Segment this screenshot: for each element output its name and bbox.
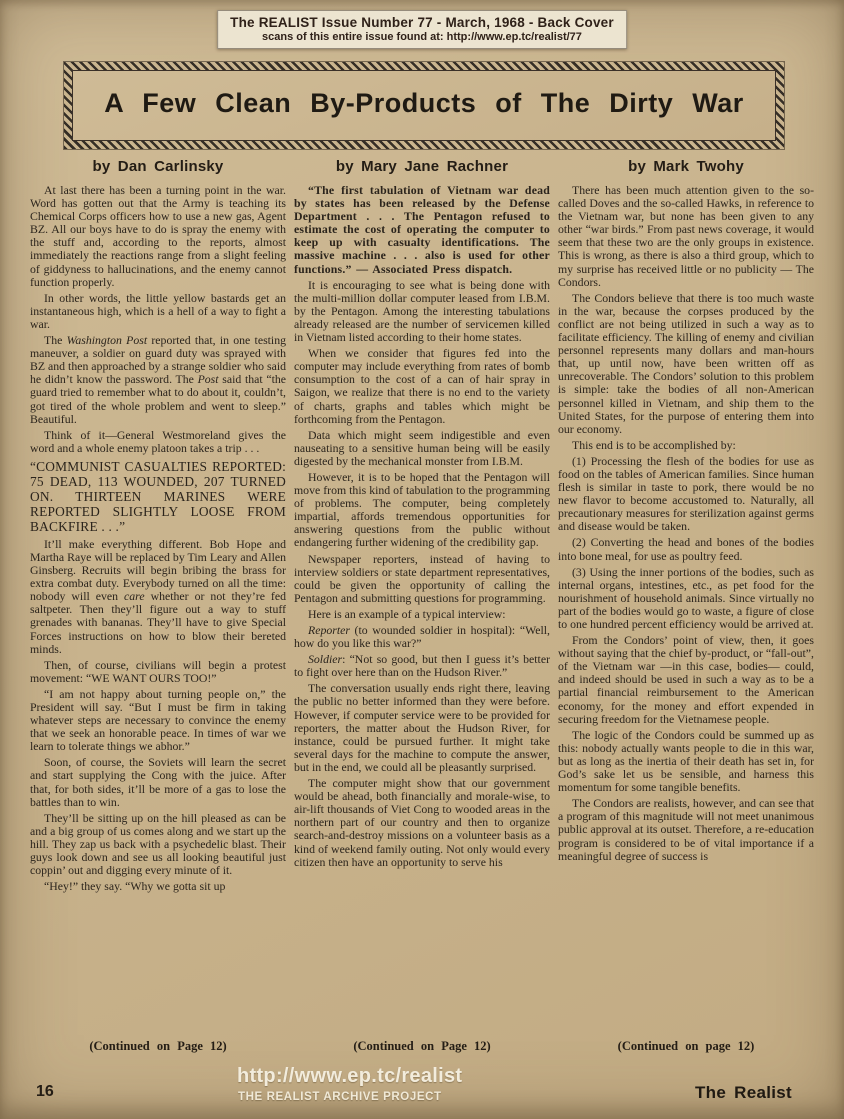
article-paragraph: However, it is to be hoped that the Pentagon will move from this kind of tabulation to the programming of problems. The computer, being completely impartial, affords tremendous opportunities for answering questions from the public without endangering further widening of the credibility gap. — [294, 469, 550, 550]
article-paragraph: Then, of course, civilians will begin a protest movement: “WE WANT OURS TOO!” — [30, 657, 286, 685]
article-paragraph: It is encouraging to see what is being done with the multi-million dollar computer leased from I.B.M. by the Pentagon. Among the interesting tabulations already released are the number of servicemen killed in Vietnam listed according to their home states. — [294, 277, 550, 345]
article-paragraph: This end is to be accomplished by: — [572, 437, 736, 452]
article-paragraph: From the Condors’ point of view, then, it goes without saying that the chief by-product, or “fall-out”, of the Vietnam war —in this case, bodies— could, and indeed should be used in such a way as to be a partial financial reimbursement to the American economy, for the money and effort expended in securing freedom for the Vietnamese people. — [558, 633, 814, 726]
article-paragraph: Soon, of course, the Soviets will learn the secret and start supplying the Cong with the juice. After that, for both sides, it’ll be more of a gas to lose the battles than to win. — [30, 755, 286, 809]
article-paragraph: At last there has been a turning point in the war. Word has gotten out that the Army is teaching its Chemical Corps officers how to use a new gas, Agent BZ. All our boys have to do is spray the enemy with the stuff and, according to the reports, almost immediately the reactions range from a slight feeling of giddyness to hallucinations, and the enemy cannot function properly. — [30, 184, 286, 289]
article-paragraph: (2) Converting the head and bones of the bodies into bone meal, for use as poultry feed. — [558, 535, 814, 563]
archive-project-label: THE REALIST ARCHIVE PROJECT — [238, 1091, 442, 1103]
article-paragraph: The Washington Post reported that, in one testing maneuver, a soldier on guard duty was sprayed with BZ and then approached by a strange soldier who said he didn’t know the password. The Post said that “the guard tried to remember what to do about it, couldn’t, got tired of the whole problem and went to sleep.” Beautiful. — [30, 333, 286, 426]
article-paragraph: The Condors are realists, however, and can see that a program of this magnitude will not meet unanimous public approval at its outset. Therefore, a re-education program is considered to be of vital importance if a meaningful degree of success is — [558, 796, 814, 863]
article-paragraph: “Hey!” they say. “Why we gotta sit up — [44, 879, 226, 894]
article-paragraph: In other words, the little yellow bastards get an instantaneous high, which is a hell of a way to fight a war. — [30, 290, 286, 331]
article-paragraph: The Condors believe that there is too much waste in the war, because the corpses produced by the conflict are not being utilized in such a way as to facilitate efficiency. The killing of enemy and civilian personnel represents many dollars and man-hours that, up until now, have been written off as unrecoverable. The Condors’ solution to this problem is simple: take the bodies of all non-American personnel killed in Vietnam, and ship them to the United States, for the purpose of entering them into our economy. — [558, 290, 814, 436]
article-paragraph: (3) Using the inner portions of the bodies, such as internal organs, intestines, etc., as pet food for the nourishment of household animals. Since virtually no part of the bodies would go to waste, a figure of close to one hundred percent efficiency would be arrived at. — [558, 564, 814, 631]
byline: by Dan Carlinsky — [92, 158, 224, 175]
scan-source-note: scans of this entire issue found at: http://www.ep.tc/realist/77 — [262, 31, 582, 43]
article-paragraph: The logic of the Condors could be summed up as this: nobody actually wants people to die in this war, but as long as the inertia of their death has set in, for God’s sake let us be sensible, and harness this momentum for some tangible benefits. — [558, 727, 814, 795]
continued-notice: (Continued on Page 12) — [89, 1039, 227, 1053]
continued-notice: (Continued on page 12) — [617, 1039, 755, 1053]
article-title-frame — [64, 62, 784, 149]
column-text — [30, 184, 286, 1033]
article-paragraph: When we consider that figures fed into the computer may include everything from rates of bomb consumption to the cost of a can of hair spray in Saigon, we realize that there is no end to the variety of charts, graphs and tables which might be forthcoming from the Pentagon. — [294, 346, 550, 426]
article-paragraph: They’ll be sitting up on the hill pleased as can be and a big group of us comes along and we start up the hill. They zap us back with a psychedelic blast. Their guys look down and see us all looking beautiful just coppin’ out and digging every minute of it. — [30, 810, 286, 878]
issue-title: The REALIST Issue Number 77 - March, 1968 - Back Cover — [230, 15, 614, 30]
page-number: 16 — [36, 1083, 54, 1100]
continued-notice: (Continued on Page 12) — [353, 1039, 491, 1053]
article-paragraph: “The first tabulation of Vietnam war dead by states has been released by the Defense Department . . . The Pentagon refused to estimate the cost of operating the computer to keep up with casualty identifications. The massive machine . . . also is used for other functions.” — Associated Press dispatch. — [294, 184, 550, 276]
scan-info-banner — [217, 10, 627, 49]
article-column-2 — [294, 158, 550, 1054]
column-text — [558, 184, 814, 1033]
article-paragraph: Think of it—General Westmoreland gives the word and a whole enemy platoon takes a trip . . . — [30, 427, 286, 455]
article-column-1 — [30, 158, 286, 1054]
article-paragraph: “I am not happy about turning people on,” the President will say. “But I must be firm in taking whatever steps are necessary to convince the enemy that we seek an honorable peace. In times of war we learn to tolerate things we abhor.” — [30, 686, 286, 754]
byline: by Mark Twohy — [628, 158, 744, 175]
article-paragraph: Newspaper reporters, instead of having to interview soldiers or state department representatives, could be given the opportunity of calling the Pentagon and submitting questions for programming. — [294, 551, 550, 605]
article-paragraph: (1) Processing the flesh of the bodies for use as food on the tables of American families. Since human flesh is similar in taste to pork, there would be no new flavor to become accustomed to. Naturally, all precautionary measures for sterilization against germs and disease would be taken. — [558, 453, 814, 534]
article-paragraph: Soldier: “Not so good, but then I guess it’s better to fight over here than on the Hudson River.” — [294, 652, 550, 680]
magazine-name: The Realist — [695, 1083, 792, 1102]
article-columns — [30, 158, 814, 1054]
article-paragraph: It’ll make everything different. Bob Hope and Martha Raye will be replaced by Tim Leary and Allen Ginsberg. Recruits will begin bribing the brass for extra combat duty. Everybody turned on all the time: nobody will even care whether or not they’re fed saltpeter. Then they’ll figure out a way to stuff grenades with bananas. They’ll have to give Special Forces instructions on how to blow their bereted minds. — [30, 536, 286, 656]
article-paragraph: The conversation usually ends right there, leaving the public no better informed than they were before. However, if computer service were to be provided for reporters, the matter about the Hudson River, for instance, could be pursued further. It might take several days for the machine to compute the answer, but in the end, we could all be pleasantly surprised. — [294, 681, 550, 774]
byline: by Mary Jane Rachner — [335, 158, 509, 175]
article-paragraph: Reporter (to wounded soldier in hospital): “Well, how do you like this war?” — [294, 623, 550, 651]
archive-url: http://www.ep.tc/realist — [237, 1065, 463, 1087]
column-text — [294, 184, 550, 1033]
article-column-3 — [558, 158, 814, 1054]
article-paragraph: Here is an example of a typical interview: — [308, 606, 506, 621]
article-paragraph: Data which might seem indigestible and even nauseating to a sensitive human being will be easily digested by the mechanical monster from I.B.M. — [294, 427, 550, 468]
article-paragraph: There has been much attention given to the so-called Doves and the so-called Hawks, in reference to the Vietnam war, but none has been given to any other “war birds.” From past news coverage, it would seem that these two are the only groups in existence. This is wrong, as there is also a third group, which to my surprise has received little or no publicity — The Condors. — [558, 184, 814, 289]
article-paragraph: The computer might show that our government would be ahead, both financially and morale-wise, to air-lift thousands of Viet Cong to wooded areas in the northern part of our country and then to organize search-and-destroy missions on a volunteer basis as a kind of weekend family outing. Not only would every citizen then have an opportunity to serve his — [294, 776, 550, 869]
article-title: A Few Clean By-Products of The Dirty War — [104, 88, 744, 118]
article-title-box — [72, 70, 776, 141]
article-paragraph: “COMMUNIST CASUALTIES REPORTED: 75 DEAD, 113 WOUNDED, 207 TURNED ON. THIRTEEN MARINES WERE REPORTED SLIGHTLY LOOSE FROM BACKFIRE . . .” — [30, 458, 286, 534]
